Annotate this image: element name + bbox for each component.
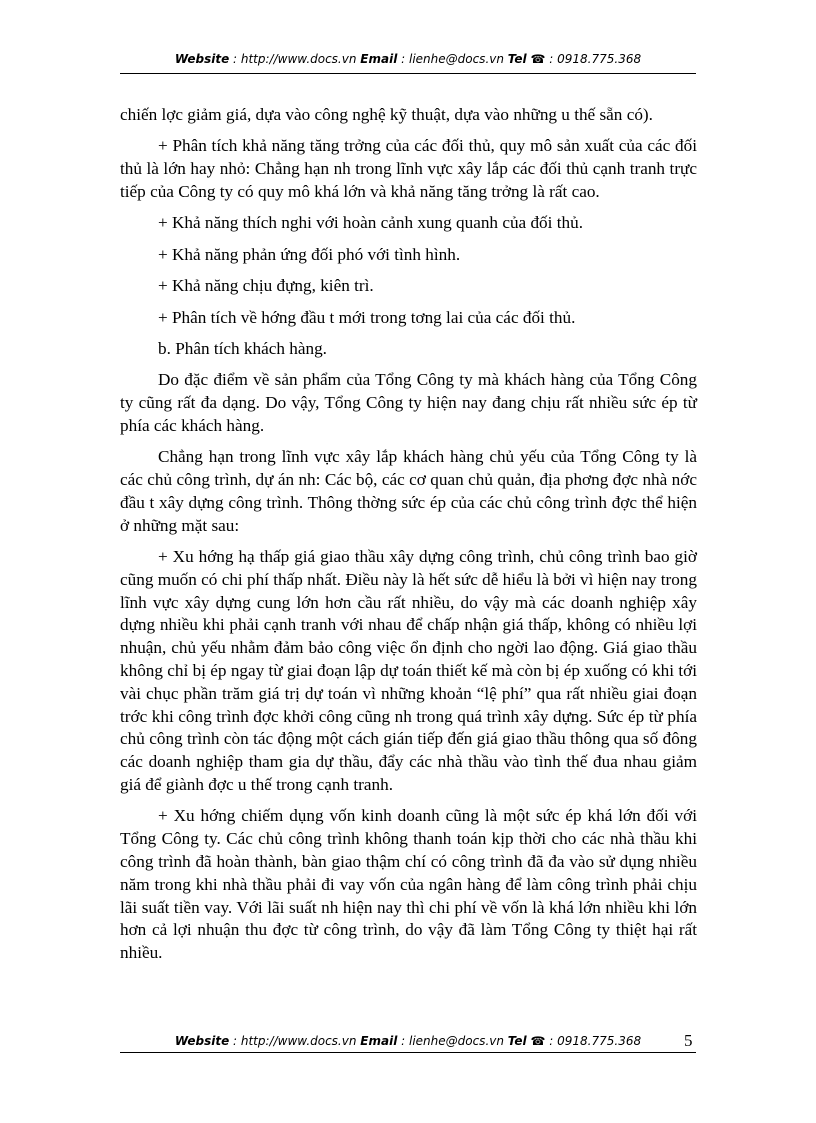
paragraph: + Khả năng phản ứng đối phó với tình hình.: [158, 244, 461, 264]
paragraph: + Xu hớng chiếm dụng vốn kinh doanh cũng là một sức ép khá lớn đối với Tổng Công ty. Các chủ công trình không thanh toán kịp thời cho các nhà thầu khi công trình đã hoàn thành, bàn giao thậm chí có công trình đã đa vào sử dụng nhiều năm trong khi nhà thầu phải đi vay vốn của ngân hàng để làm công trình phải chịu lãi suất tiền vay. Với lãi suất nh hiện nay thì chi phí về vốn là khá lớn nhiều khi lớn hơn cả lợi nhuận thu đợc từ công trình, do vậy đã làm Tổng Công ty thiệt hại rất nhiều.: [120, 806, 697, 963]
header-tel-value: : 0918.775.368: [545, 52, 642, 66]
paragraph: + Khả năng thích nghi với hoàn cảnh xung quanh của đối thủ.: [158, 213, 583, 233]
paragraph: + Khả năng chịu đựng, kiên trì.: [158, 276, 374, 296]
footer-email-value: : lienhe@docs.vn: [397, 1034, 508, 1048]
header-website-value: : http://www.docs.vn: [229, 52, 361, 66]
section-heading: b. Phân tích khách hàng.: [158, 338, 327, 358]
paragraph: Chẳng hạn trong lĩnh vực xây lắp khách hàng chủ yếu của Tổng Công ty là các chủ công trình, dự án nh: Các bộ, các cơ quan chủ quản, địa phơng đợc nhà nớc đầu t xây dựng công trình. Thông thờng sức ép của các chủ công trình đợc thể hiện ở những mặt sau:: [120, 447, 697, 535]
footer-rule: [120, 1052, 696, 1053]
header-tel-label: Tel: [507, 52, 527, 66]
paragraph: chiến lợc giảm giá, dựa vào công nghệ kỹ thuật, dựa vào những u thế sẵn có).: [120, 105, 653, 124]
phone-icon: ☎: [530, 1034, 546, 1048]
paragraph: Do đặc điểm về sản phẩm của Tổng Công ty mà khách hàng của Tổng Công ty cũng rất đa dạng. Do vậy, Tổng Công ty hiện nay đang chịu rất nhiều sức ép từ phía các khách hàng.: [120, 370, 697, 435]
footer-website-label: Website: [174, 1034, 230, 1048]
header-email-label: Email: [360, 52, 398, 66]
footer-email-label: Email: [360, 1034, 398, 1048]
paragraph: + Phân tích khả năng tăng trởng của các đối thủ, quy mô sản xuất của các đối thủ là lớn hay nhỏ: Chẳng hạn nh trong lĩnh vực xây lắp các đối thủ cạnh tranh trực tiếp của Công ty có quy mô khá lớn và khả năng tăng trởng là rất cao.: [120, 136, 697, 201]
footer-tel-label: Tel: [507, 1034, 527, 1048]
footer-website-value: : http://www.docs.vn: [229, 1034, 361, 1048]
header-email-value: : lienhe@docs.vn: [397, 52, 508, 66]
header-rule: [120, 73, 696, 74]
paragraph: + Xu hớng hạ thấp giá giao thầu xây dựng công trình, chủ công trình bao giờ cũng muốn có chi phí thấp nhất. Điều này là hết sức dễ hiểu là bởi vì hiện nay trong lĩnh vực xây dựng cung lớn hơn cầu rất nhiều, do vậy mà các doanh nghiệp xây dựng nhiều khi phải cạnh tranh với nhau để chấp nhận giá thấp, không có nhiều lợi nhuận, chủ yếu nhằm đảm bảo công việc ổn định cho ngời lao động. Giá giao thầu không chỉ bị ép ngay từ giai đoạn lập dự toán thiết kế mà còn bị ép xuống có khi tới vài chục phần trăm giá trị dự toán vì những khoản “lệ phí” qua rất nhiều giai đoạn trớc khi công trình đợc khởi công cũng nh trong quá trình xây dựng. Sức ép từ phía chủ công trình còn tác động một cách gián tiếp đến giá giao thầu thông qua số đông các doanh nghiệp tham gia dự thầu, đẩy các nhà thầu vào tình thế đua nhau giảm giá để giành đợc u thế trong cạnh tranh.: [120, 547, 697, 795]
paragraph: + Phân tích về hớng đầu t mới trong tơng lai của các đối thủ.: [158, 307, 576, 327]
page-number: 5: [684, 1031, 693, 1050]
header-banner: [120, 52, 696, 66]
footer-tel-value: : 0918.775.368: [545, 1034, 642, 1048]
phone-icon: ☎: [530, 52, 546, 66]
body-text: [120, 104, 697, 974]
footer-banner: [120, 1034, 696, 1048]
header-website-label: Website: [174, 52, 230, 66]
